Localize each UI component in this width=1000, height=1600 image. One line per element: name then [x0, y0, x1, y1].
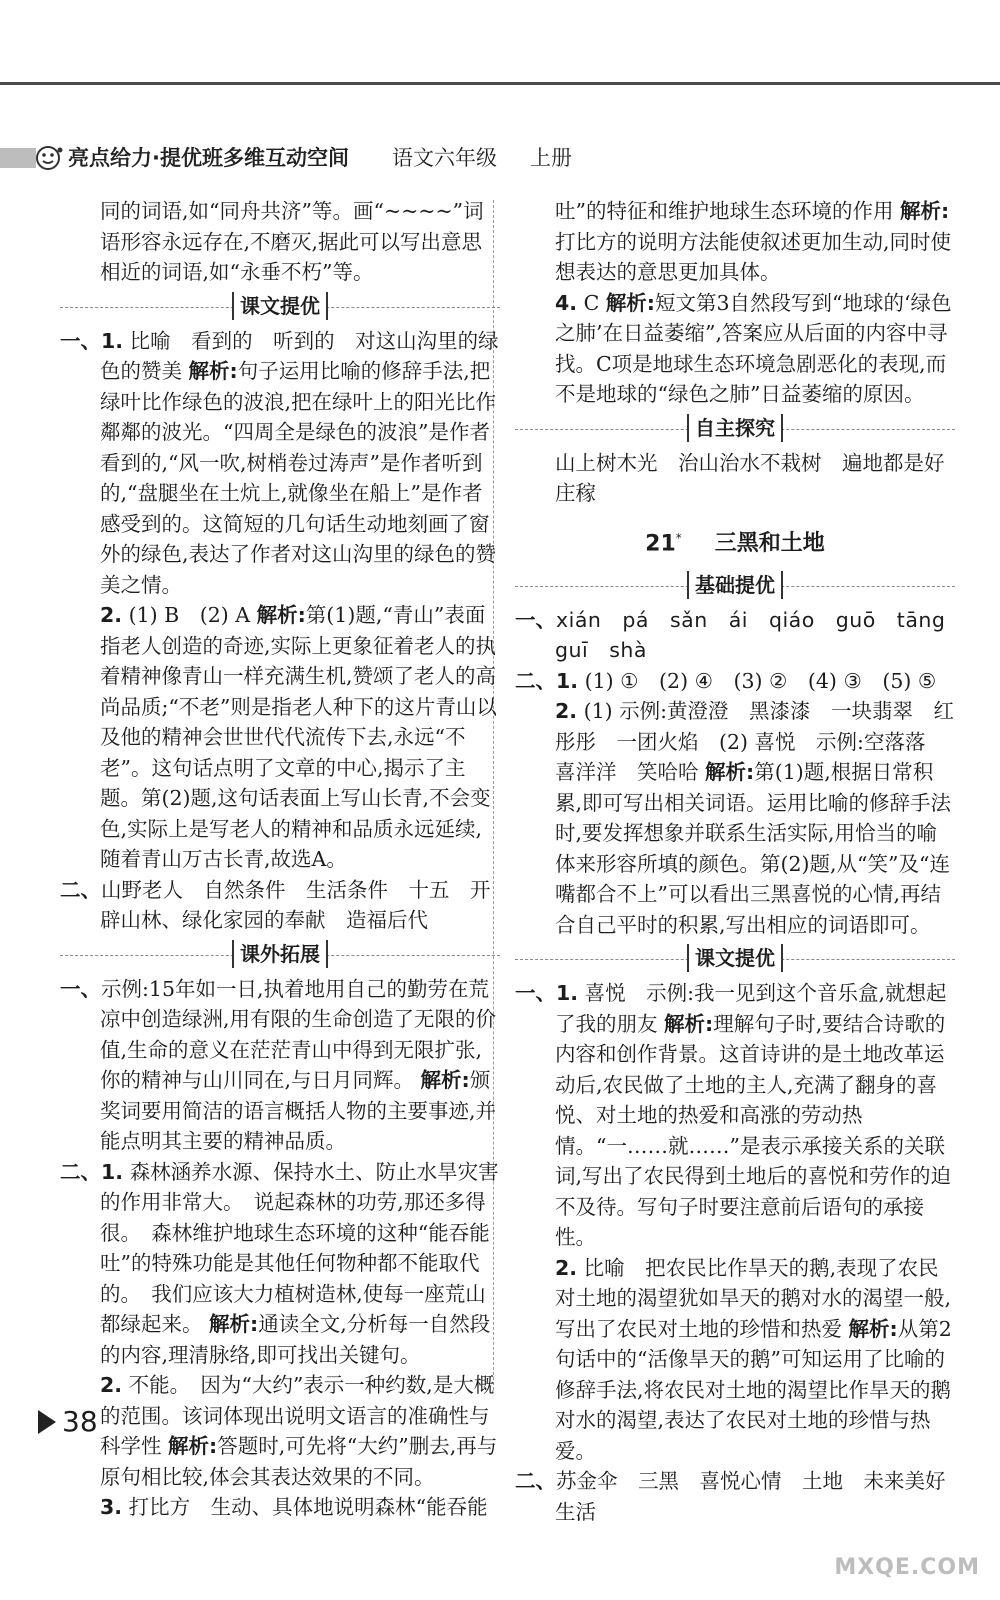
- section-heading: 自主探究: [515, 412, 955, 446]
- page-footer: [38, 1406, 98, 1438]
- answer-item: 一、1. 比喻 看到的 听到的 对这山沟里的绿色的赞美 解析:句子运用比喻的修辞手法,把绿叶比作绿色的波浪,把在绿叶上的阳光比作鄰鄰的波光。“四周全是绿色的波浪”是作者看到的,“风一吹,树梢卷过涛声”是作者听到的,“盘腿坐在土炕上,就像坐在船上”是作者感受到的。这简短的几句话生动地刻画了窗外的绿色,表达了作者对这山沟里的绿色的赞美之情。: [60, 328, 499, 597]
- answer-item: 4. C 解析:短文第3自然段写到“地球的‘绿色之肺’在日益萎缩”,答案应从后面的内容中寻找。C项是地球生态环境急剧恶化的表现,而不是地球的“绿色之肺”日益萎缩的原因。: [555, 290, 952, 406]
- page-number: 38: [62, 1405, 98, 1438]
- section-heading: 课外拓展: [60, 938, 500, 972]
- answer-item: 一、xián pá sǎn ái qiáo guō tāng guī shà: [515, 607, 967, 663]
- section-heading: 课文提优: [60, 290, 500, 324]
- answer-item: 2. (1) 示例:黄澄澄 黑漆漆 一块翡翠 红彤彤 一团火焰 (2) 喜悦 示例:空落落 喜洋洋 笑哈哈 解析:第(1)题,根据日常积累,即可写出相关词语。运用比喻的修辞手法时,要发挥想象并联系生活实际,用恰当的喻体来形容所填的颜色。第(2)题,从“笑”及“连嘴都合不上”可以看出三黑喜悦的心情,再结合自己平时的积累,写出相应的词语即可。: [555, 699, 955, 937]
- answer-item: 二、苏金伞 三黑 喜悦心情 土地 未来美好生活: [515, 1469, 946, 1524]
- answer-item: 一、示例:15年如一日,执着地用自己的勤劳在荒凉中创造绿洲,用有限的生命创造了无限的价值,生命的意义在茫茫青山中得到无限扩张,你的精神与山川同在,与日月同辉。 解析:颁奖词要用简洁的语言概括人物的主要事迹,并能点明其主要的精神品质。: [60, 976, 497, 1153]
- answer-item: 2. 不能。 因为“大约”表示一种约数,是大概的范围。该词体现出说明文语言的准确性与科学性 解析:答题时,可先将“大约”删去,再与原句相比较,体会其表达效果的不同。: [100, 1373, 498, 1489]
- answer-item: 吐”的特征和维护地球生态环境的作用 解析:打比方的说明方法能使叙述更加生动,同时使想表达的意思更加具体。: [555, 199, 952, 284]
- page-arrow-icon: [38, 1410, 56, 1434]
- section-heading: 课文提优: [515, 942, 955, 976]
- answer-item: 山上树木光 治山治水不栽树 遍地都是好庄稼: [555, 450, 945, 505]
- section-heading: 基础提优: [515, 569, 955, 603]
- subject-label: 语文六年级: [392, 146, 497, 170]
- answer-item: 一、1. 喜悦 示例:我一见到这个音乐盒,就想起了我的朋友 解析:理解句子时,要结合诗歌的内容和创作背景。这首诗讲的是土地改革运动后,农民做了土地的主人,充满了翻身的喜悦、对土地的热爱和高涨的劳动热情。“一……就……”是表示承接关系的关联词,写出了农民得到土地后的喜悦和劳作的迫不及待。写句子时要注意前后语句的承接性。: [515, 981, 952, 1250]
- volume-label: 上册: [530, 146, 572, 170]
- answer-item: 二、1. 森林涵养水源、保持水土、防止水旱灾害的作用非常大。 说起森林的功劳,那还多得很。 森林维护地球生态环境的这种“能吞能吐”的特殊功能是其他任何物种都不能取代的。 我们应该大力植树造林,使每一座荒山都绿起来。 解析:通读全文,分析每一自然段的内容,理清脉络,即可找出关键句。: [60, 1159, 499, 1367]
- answer-item: 2. (1) B (2) A 解析:第(1)题,“青山”表面指老人创造的奇迹,实际上更象征着老人的执着精神像青山一样充满生机,赞颂了老人的高尚品质;“不老”则是指老人种下的这片青山以及他的精神会世世代代流传下去,永远“不老”。这句话点明了文章的中心,揭示了主题。第(2)题,这句话表面上写山长青,不会变色,实际上是写老人的精神和品质永远延续,随着青山万古长青,故选A。: [100, 603, 497, 871]
- left-column: [60, 196, 500, 1523]
- header-stripe: [0, 148, 36, 168]
- brand-logo-icon: [34, 144, 64, 172]
- running-header: [0, 140, 1000, 176]
- answer-item: 二、1. (1) ① (2) ④ (3) ② (4) ③ (5) ⑤: [515, 668, 937, 693]
- answer-item: 二、山野老人 自然条件 生活条件 十五 开辟山林、绿化家园的奉献 造福后代: [60, 877, 491, 932]
- top-border: [0, 82, 1000, 85]
- answer-item: 2. 比喻 把农民比作旱天的鹅,表现了农民对土地的渴望犹如旱天的鹅对水的渴望一般,写出了农民对土地的珍惜和热爱 解析:从第2句话中的“活像旱天的鹅”可知运用了比喻的修辞手法,将农民对土地的渴望比作旱天的鹅对水的渴望,表达了农民对土地的珍惜与热爱。: [555, 1255, 952, 1463]
- right-column: [515, 196, 967, 1527]
- brand-title: 亮点给力·提优班多维互动空间: [68, 146, 349, 170]
- watermark: MXQE.COM: [834, 1555, 980, 1580]
- intro-paragraph: 同的词语,如“同舟共济”等。画“~~~~”词语形容永远存在,不磨灭,据此可以写出意思相近的词语,如“永垂不朽”等。: [100, 199, 484, 284]
- lesson-title: 21* 三黑和土地: [645, 530, 825, 556]
- answer-item: 3. 打比方 生动、具体地说明森林“能吞能: [100, 1495, 488, 1519]
